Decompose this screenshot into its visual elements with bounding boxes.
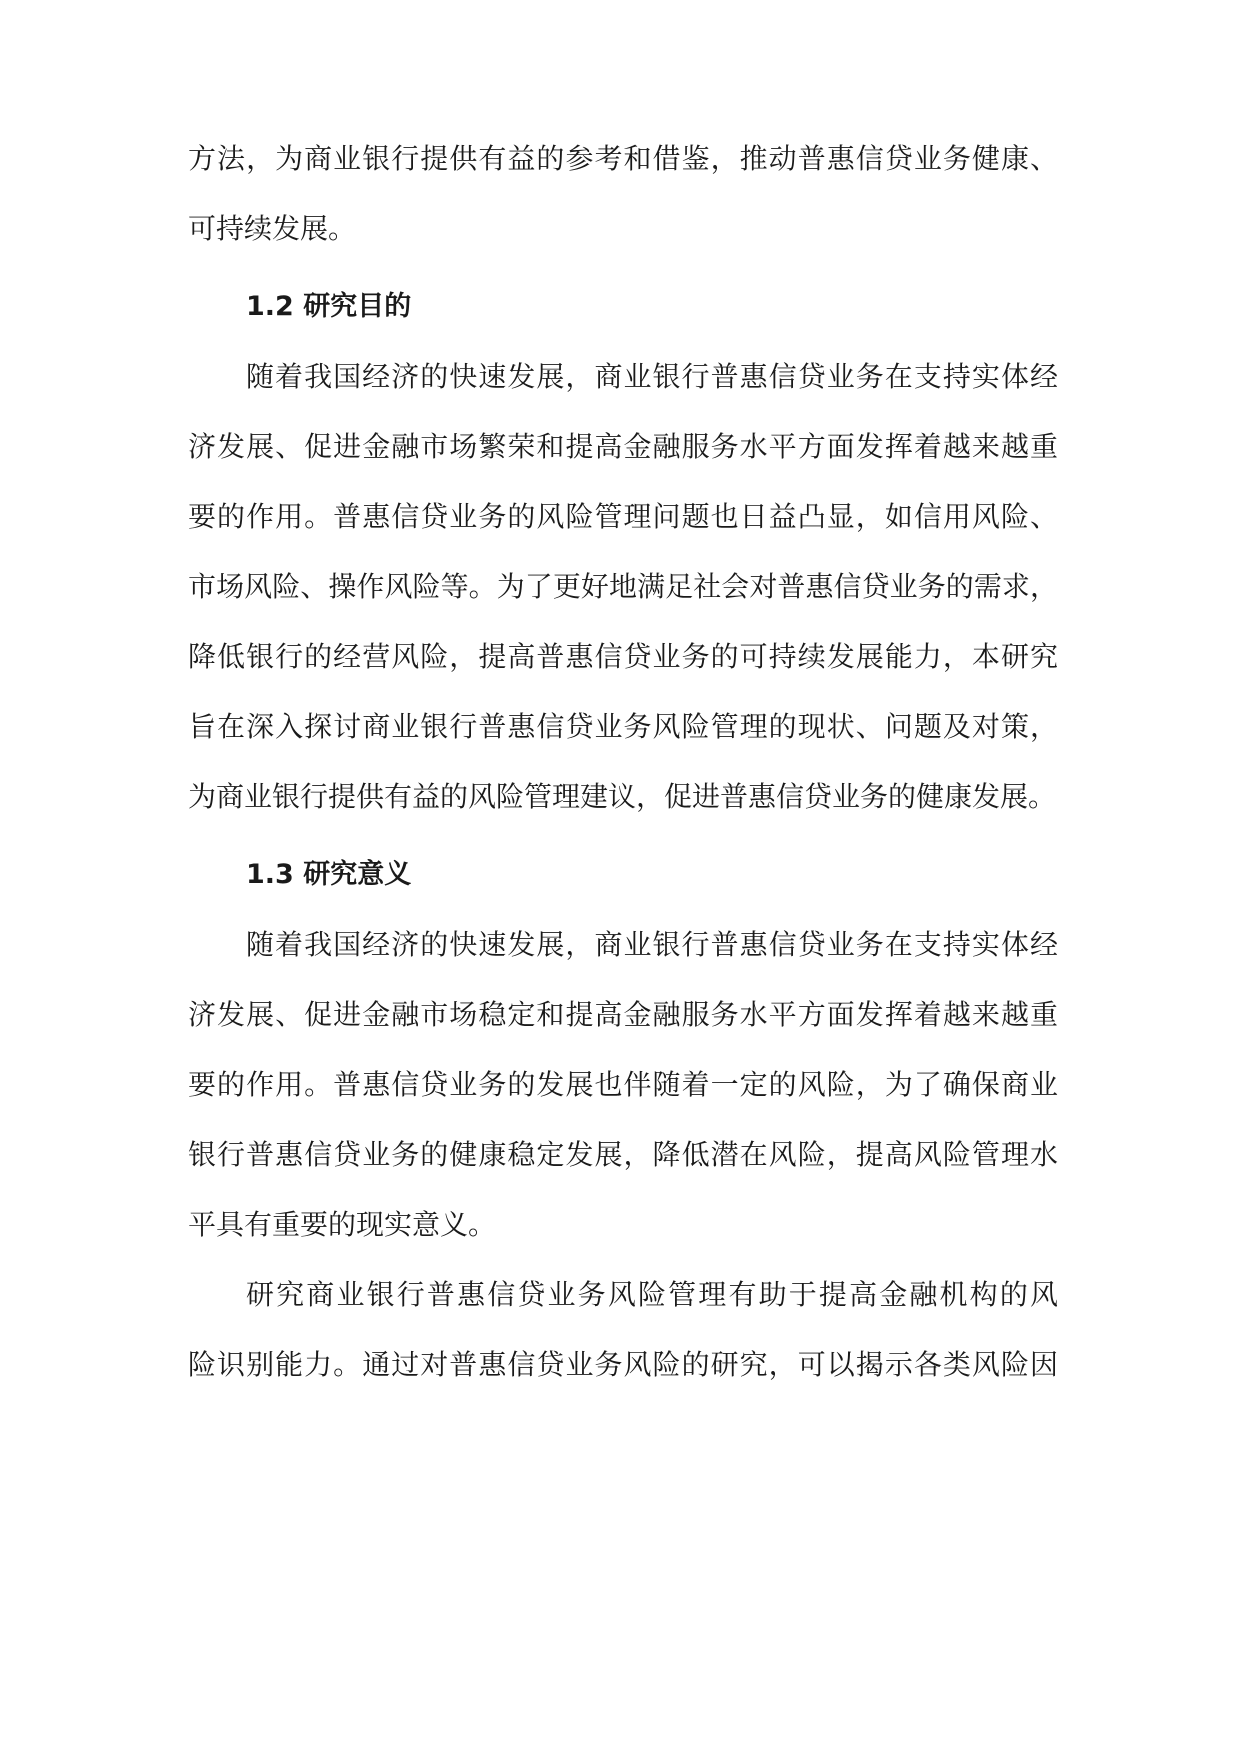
text-line: 降低银行的经营风险，提高普惠信贷业务的可持续发展能力，本研究	[188, 640, 1058, 673]
paragraph	[188, 924, 1058, 1274]
text-line: 济发展、促进金融市场稳定和提高金融服务水平方面发挥着越来越重	[188, 998, 1058, 1031]
text-line: 方法，为商业银行提供有益的参考和借鉴，推动普惠信贷业务健康、	[188, 142, 1058, 175]
text-line: 可持续发展。	[188, 212, 357, 245]
section-research-significance	[188, 846, 1058, 1414]
text-line: 要的作用。普惠信贷业务的风险管理问题也日益凸显，如信用风险、	[188, 500, 1058, 533]
text-line: 济发展、促进金融市场繁荣和提高金融服务水平方面发挥着越来越重	[188, 430, 1058, 463]
section-heading: 1.3 研究意义	[246, 859, 412, 890]
section-research-purpose	[188, 278, 1058, 846]
text-line: 为商业银行提供有益的风险管理建议，促进普惠信贷业务的健康发展。	[188, 780, 1057, 813]
paragraph	[188, 356, 1058, 846]
text-line: 险识别能力。通过对普惠信贷业务风险的研究，可以揭示各类风险因	[188, 1348, 1058, 1381]
document-body	[188, 138, 1058, 1414]
text-line: 随着我国经济的快速发展，商业银行普惠信贷业务在支持实体经	[246, 360, 1058, 393]
text-line: 平具有重要的现实意义。	[188, 1208, 497, 1241]
paragraph-continuation	[188, 138, 1058, 278]
text-line: 要的作用。普惠信贷业务的发展也伴随着一定的风险，为了确保商业	[188, 1068, 1058, 1101]
text-line: 银行普惠信贷业务的健康稳定发展，降低潜在风险，提高风险管理水	[188, 1138, 1058, 1171]
text-line: 研究商业银行普惠信贷业务风险管理有助于提高金融机构的风	[246, 1278, 1058, 1311]
text-line: 随着我国经济的快速发展，商业银行普惠信贷业务在支持实体经	[246, 928, 1058, 961]
section-heading: 1.2 研究目的	[246, 291, 412, 322]
text-line: 市场风险、操作风险等。为了更好地满足社会对普惠信贷业务的需求，	[188, 570, 1058, 603]
text-line: 旨在深入探讨商业银行普惠信贷业务风险管理的现状、问题及对策，	[188, 710, 1058, 743]
paragraph	[188, 1274, 1058, 1414]
